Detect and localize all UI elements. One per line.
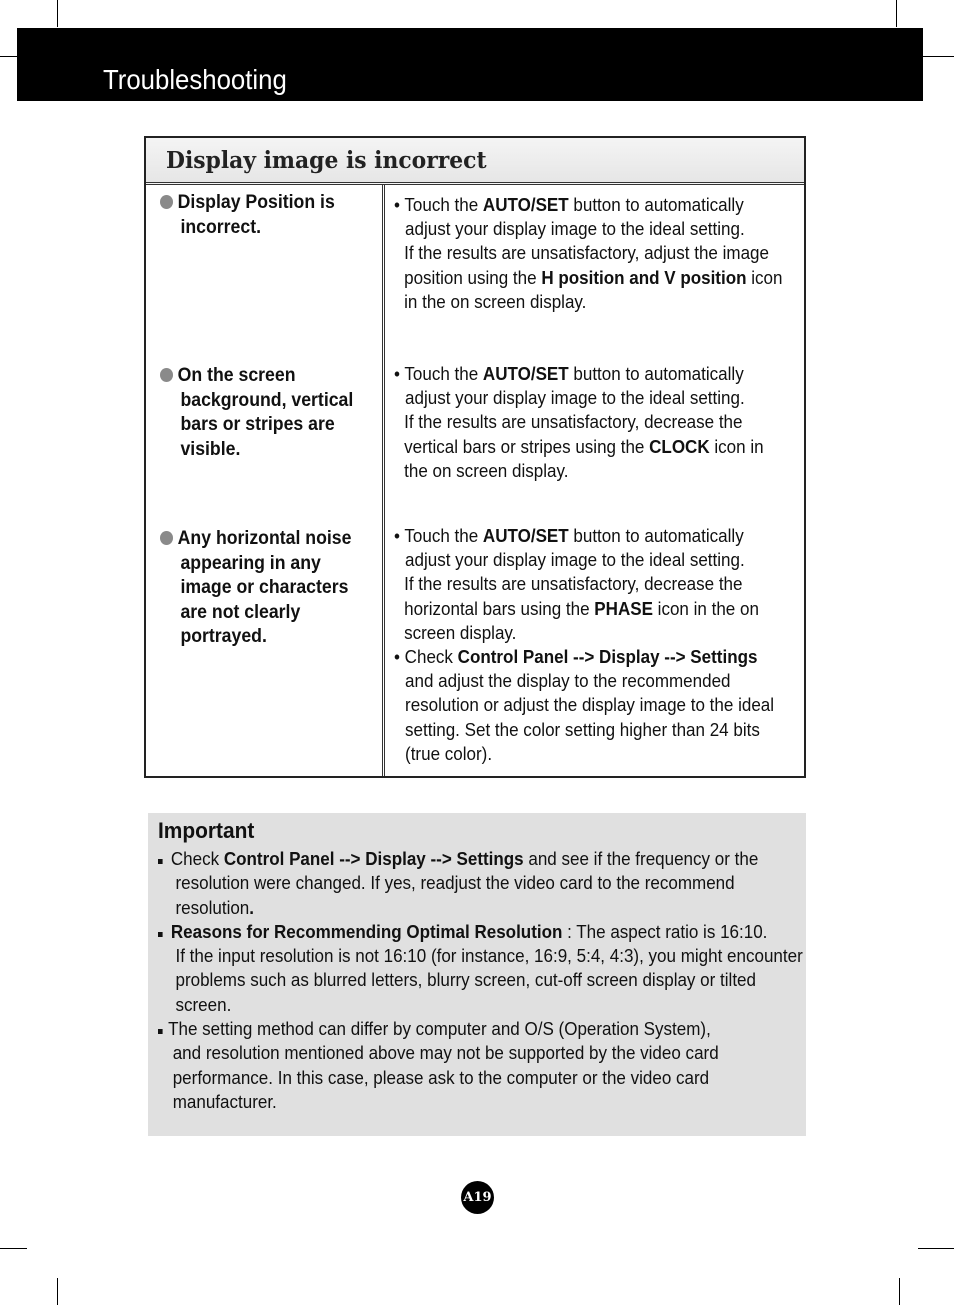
square-bullet-icon bbox=[158, 1029, 163, 1034]
page-title: Troubleshooting bbox=[103, 64, 287, 95]
list-item: Check Control Panel --> Display --> Settings and see if the frequency or the bbox=[158, 847, 765, 871]
square-bullet-icon bbox=[158, 932, 163, 937]
section-title: Display image is incorrect bbox=[166, 147, 487, 174]
important-title: Important bbox=[158, 818, 255, 843]
important-list: Check Control Panel --> Display --> Settings and see if the frequency or the resolution were changed. If yes, readjust the video card to the recommend resolution. Reasons for Recommending Optimal Resolution : The aspect ratio is 16:10. If the input resolution is not 16:10 (for instance, 16:9, 5:4, 4:3), you might encounter problems such as blurred letters, blurry screen, cut-off screen display or tilted screen. The setting method can differ by computer and O/S (Operation System), and resolution mentioned above may not be supported by the video card performance. In this case, please ask to the computer or the video card manufacturer. bbox=[158, 847, 765, 1114]
bullet-icon bbox=[160, 195, 173, 209]
header-bar bbox=[17, 28, 923, 101]
table-header bbox=[146, 138, 804, 185]
troubleshooting-table bbox=[144, 136, 806, 778]
list-item: The setting method can differ by computer and O/S (Operation System), bbox=[158, 1017, 765, 1041]
square-bullet-icon bbox=[158, 859, 163, 864]
crop-mark bbox=[899, 1278, 900, 1305]
crop-mark bbox=[918, 1248, 954, 1249]
solution-horizontal-noise: • Touch the AUTO/SET button to automatically adjust your display image to the ideal setting. If the results are unsatisfactory, decrease the horizontal bars using the PHASE icon in the on screen display. • Check Control Panel --> Display --> Settings and adjust the display to the recommended resolution or adjust the display image to the ideal setting. Set the color setting higher than 24 bits (true color). bbox=[394, 525, 775, 764]
symptom-horizontal-noise: Any horizontal noise appearing in any image or characters are not clearly portrayed. bbox=[160, 527, 355, 650]
list-item: Reasons for Recommending Optimal Resolution : The aspect ratio is 16:10. bbox=[158, 920, 765, 944]
solution-display-position: • Touch the AUTO/SET button to automatically adjust your display image to the ideal setting. If the results are unsatisfactory, adjust the image position using the H position and V position icon in the on screen display. bbox=[394, 194, 783, 312]
page-number-badge: A19 bbox=[461, 1181, 494, 1214]
symptom-vertical-bars: On the screen background, vertical bars or stripes are visible. bbox=[160, 364, 355, 462]
crop-mark bbox=[0, 1248, 27, 1249]
crop-mark bbox=[57, 1278, 58, 1305]
solution-vertical-bars: • Touch the AUTO/SET button to automatically adjust your display image to the ideal setting. If the results are unsatisfactory, decrease the vertical bars or stripes using the CLOCK icon in the on screen display. bbox=[394, 363, 764, 481]
important-box bbox=[148, 813, 806, 1136]
crop-mark bbox=[0, 56, 17, 57]
crop-mark bbox=[923, 56, 954, 57]
bullet-icon bbox=[160, 368, 173, 382]
crop-mark bbox=[896, 0, 897, 27]
symptom-display-position: Display Position is incorrect. bbox=[160, 191, 355, 240]
bullet-icon bbox=[160, 531, 173, 545]
column-divider bbox=[382, 185, 385, 776]
crop-mark bbox=[57, 0, 58, 27]
